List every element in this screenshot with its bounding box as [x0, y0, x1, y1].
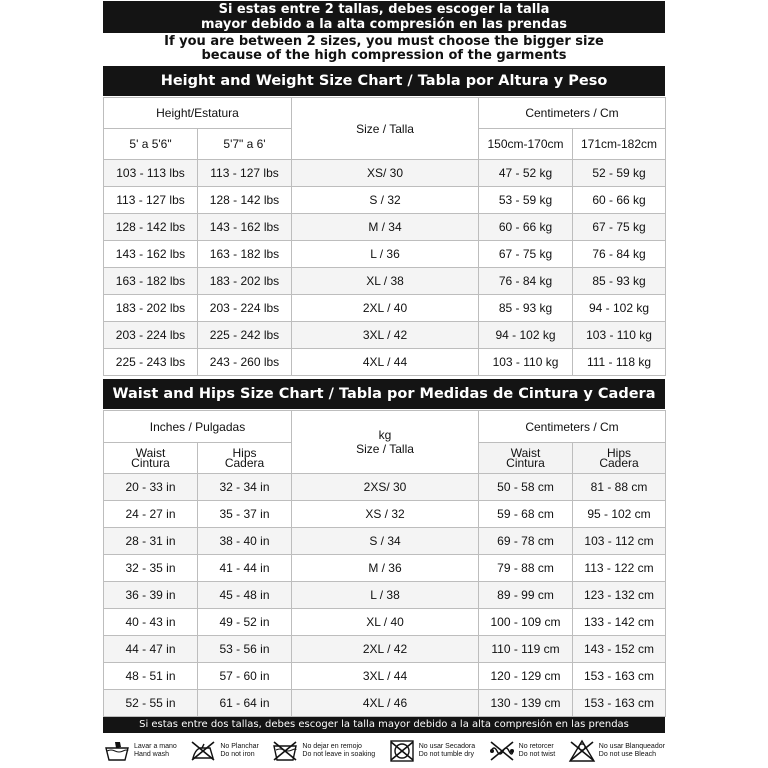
table-cell-w2: 183 - 202 lbs [198, 268, 292, 295]
table-cell-kg2: 76 - 84 kg [573, 241, 666, 268]
table-cell-w1: 128 - 142 lbs [104, 214, 198, 241]
table-cell-size: S / 34 [292, 528, 479, 555]
table-cell-w2: 163 - 182 lbs [198, 241, 292, 268]
kg-size-header [292, 411, 479, 474]
table-cell-w1: 225 - 243 lbs [104, 349, 198, 376]
care-label-en: Do not tumble dry [418, 751, 474, 758]
care-label-en: Hand wash [134, 751, 170, 758]
care-text [519, 743, 556, 759]
care-item [488, 739, 556, 763]
kg-label: kg [378, 428, 392, 442]
table-row [104, 528, 666, 555]
table-cell-kg1: 67 - 75 kg [479, 241, 573, 268]
hips-en-label-cm: Hips [607, 446, 632, 460]
table-cell-size: 3XL / 42 [292, 322, 479, 349]
care-item [388, 739, 475, 763]
table-cell-size: 4XL / 44 [292, 349, 479, 376]
hips-es-label-cm: Cadera [599, 456, 639, 470]
table-cell-waist-cm: 69 - 78 cm [479, 528, 573, 555]
table-cell-size: L / 36 [292, 241, 479, 268]
care-label-en: Do not use Bleach [598, 751, 656, 758]
care-text [134, 743, 177, 759]
waist-es-label: Cintura [131, 456, 170, 470]
table-cell-hips-cm: 143 - 152 cm [573, 636, 666, 663]
table-cell-hips-in: 49 - 52 in [198, 609, 292, 636]
care-label-en: Do not twist [518, 751, 556, 758]
bottom-notice: Si estas entre dos tallas, debes escoger la talla mayor debido a la alta compresión en las prendas [103, 717, 665, 733]
table-row [104, 349, 666, 376]
table-row [104, 609, 666, 636]
care-label-es: No retorcer [518, 743, 554, 750]
care-instructions [103, 736, 665, 766]
care-item [568, 739, 665, 763]
waist-hips-chart-title: Waist and Hips Size Chart / Tabla por Medidas de Cintura y Cadera [103, 379, 665, 409]
table-cell-hips-cm: 133 - 142 cm [573, 609, 666, 636]
table-cell-waist-cm: 50 - 58 cm [479, 474, 573, 501]
waist-en-label: Waist [135, 446, 166, 460]
table-cell-w2: 113 - 127 lbs [198, 160, 292, 187]
care-text [419, 743, 475, 759]
table-cell-size: 3XL / 44 [292, 663, 479, 690]
care-label-es: Lavar a mano [134, 743, 177, 750]
table-cell-size: M / 34 [292, 214, 479, 241]
table-cell-hips-in: 61 - 64 in [198, 690, 292, 717]
table-cell-hips-cm: 153 - 163 cm [573, 690, 666, 717]
table-cell-waist-cm: 89 - 99 cm [479, 582, 573, 609]
table-cell-kg1: 76 - 84 kg [479, 268, 573, 295]
table-cell-waist-cm: 130 - 139 cm [479, 690, 573, 717]
table-cell-w2: 143 - 162 lbs [198, 214, 292, 241]
care-label-es: No dejar en remojo [302, 743, 362, 750]
table-cell-waist-in: 44 - 47 in [104, 636, 198, 663]
table-cell-hips-in: 45 - 48 in [198, 582, 292, 609]
table-cell-size: XL / 38 [292, 268, 479, 295]
table-cell-kg1: 94 - 102 kg [479, 322, 573, 349]
table-cell-waist-cm: 79 - 88 cm [479, 555, 573, 582]
table-cell-hips-in: 35 - 37 in [198, 501, 292, 528]
table-row [104, 241, 666, 268]
table-row [104, 214, 666, 241]
table-cell-size: S / 32 [292, 187, 479, 214]
table-cell-waist-in: 36 - 39 in [104, 582, 198, 609]
cm-range-header-2: 171cm-182cm [573, 129, 666, 160]
table-cell-size: 2XL / 40 [292, 295, 479, 322]
waist-hips-table [103, 410, 666, 717]
care-label-es: No usar Secadora [418, 743, 476, 750]
table-cell-waist-cm: 59 - 68 cm [479, 501, 573, 528]
centimeters-group-header-2: Centimeters / Cm [479, 411, 666, 443]
table-cell-kg2: 52 - 59 kg [573, 160, 666, 187]
care-item [271, 739, 375, 763]
waist-in-header [104, 443, 198, 474]
table-cell-hips-in: 53 - 56 in [198, 636, 292, 663]
hips-en-label: Hips [232, 446, 257, 460]
table-cell-size: 2XS/ 30 [292, 474, 479, 501]
table-cell-waist-in: 20 - 33 in [104, 474, 198, 501]
waist-en-label-cm: Waist [510, 446, 541, 460]
table-cell-waist-in: 40 - 43 in [104, 609, 198, 636]
no-soak-icon [271, 739, 299, 763]
table-cell-w1: 103 - 113 lbs [104, 160, 198, 187]
size-header: Size / Talla [292, 98, 479, 160]
banner-en-line-1: If you are between 2 sizes, you must choose the bigger size [164, 34, 604, 49]
care-text [599, 743, 665, 759]
table-cell-kg2: 85 - 93 kg [573, 268, 666, 295]
table-row [104, 501, 666, 528]
table-row [104, 268, 666, 295]
hips-es-label: Cadera [224, 456, 265, 470]
table-cell-kg1: 85 - 93 kg [479, 295, 573, 322]
table-cell-kg2: 94 - 102 kg [573, 295, 666, 322]
care-label-es: No Planchar [220, 743, 259, 750]
table-cell-kg2: 103 - 110 kg [573, 322, 666, 349]
waist-cm-header [479, 443, 573, 474]
care-text [220, 743, 259, 759]
table-row [104, 663, 666, 690]
banner-en-line-2: because of the high compression of the garments [201, 48, 567, 63]
table-row [104, 636, 666, 663]
table-cell-kg1: 53 - 59 kg [479, 187, 573, 214]
table-cell-waist-cm: 110 - 119 cm [479, 636, 573, 663]
table-cell-kg2: 67 - 75 kg [573, 214, 666, 241]
care-item [189, 739, 259, 763]
table-cell-waist-in: 24 - 27 in [104, 501, 198, 528]
top-banner [103, 1, 665, 33]
care-label-en: Do not iron [220, 751, 255, 758]
table-cell-hips-in: 38 - 40 in [198, 528, 292, 555]
table-row [104, 474, 666, 501]
table-cell-w1: 163 - 182 lbs [104, 268, 198, 295]
no-bleach-icon [568, 739, 596, 763]
cm-range-header-1: 150cm-170cm [479, 129, 573, 160]
table-cell-w2: 243 - 260 lbs [198, 349, 292, 376]
table-cell-hips-cm: 103 - 112 cm [573, 528, 666, 555]
table-row [104, 690, 666, 717]
table-cell-w1: 183 - 202 lbs [104, 295, 198, 322]
table-cell-w1: 143 - 162 lbs [104, 241, 198, 268]
table-row [104, 295, 666, 322]
height-range-header-1: 5' a 5'6" [104, 129, 198, 160]
no-tumble-dry-icon [388, 739, 416, 763]
english-notice [103, 35, 665, 63]
height-weight-table [103, 97, 666, 376]
table-cell-hips-cm: 81 - 88 cm [573, 474, 666, 501]
care-item [103, 739, 177, 763]
care-label-en: Do not leave in soaking [302, 751, 376, 758]
height-weight-chart-title: Height and Weight Size Chart / Tabla por Altura y Peso [103, 66, 665, 96]
banner-es-line-2: mayor debido a la alta compresión en las prendas [200, 17, 568, 32]
hips-cm-header [573, 443, 666, 474]
height-range-header-2: 5'7" a 6' [198, 129, 292, 160]
table-row [104, 322, 666, 349]
table-cell-waist-in: 28 - 31 in [104, 528, 198, 555]
table-cell-size: XL / 40 [292, 609, 479, 636]
care-text [302, 743, 375, 759]
table-cell-size: XS/ 30 [292, 160, 479, 187]
table-row [104, 555, 666, 582]
table-cell-waist-cm: 120 - 129 cm [479, 663, 573, 690]
table-row [104, 582, 666, 609]
table-cell-w1: 203 - 224 lbs [104, 322, 198, 349]
table-cell-kg1: 103 - 110 kg [479, 349, 573, 376]
table-cell-hips-cm: 123 - 132 cm [573, 582, 666, 609]
table-cell-w1: 113 - 127 lbs [104, 187, 198, 214]
no-iron-icon [189, 739, 217, 763]
size-label: Size / Talla [356, 442, 414, 456]
table-cell-hips-cm: 113 - 122 cm [573, 555, 666, 582]
table-cell-size: XS / 32 [292, 501, 479, 528]
table-cell-w2: 203 - 224 lbs [198, 295, 292, 322]
height-group-header: Height/Estatura [104, 98, 292, 129]
waist-es-label-cm: Cintura [506, 456, 545, 470]
centimeters-group-header: Centimeters / Cm [479, 98, 666, 129]
table-cell-waist-in: 52 - 55 in [104, 690, 198, 717]
table-cell-hips-in: 41 - 44 in [198, 555, 292, 582]
table-cell-waist-in: 48 - 51 in [104, 663, 198, 690]
table-cell-w2: 128 - 142 lbs [198, 187, 292, 214]
table-cell-hips-in: 32 - 34 in [198, 474, 292, 501]
table-cell-kg1: 47 - 52 kg [479, 160, 573, 187]
table-cell-hips-cm: 95 - 102 cm [573, 501, 666, 528]
table-cell-w2: 225 - 242 lbs [198, 322, 292, 349]
table-cell-kg2: 60 - 66 kg [573, 187, 666, 214]
table-cell-hips-cm: 153 - 163 cm [573, 663, 666, 690]
table-cell-kg1: 60 - 66 kg [479, 214, 573, 241]
hand-wash-icon [103, 739, 131, 763]
inches-group-header: Inches / Pulgadas [104, 411, 292, 443]
table-cell-kg2: 111 - 118 kg [573, 349, 666, 376]
table-cell-hips-in: 57 - 60 in [198, 663, 292, 690]
banner-es-line-1: Si estas entre 2 tallas, debes escoger la talla [218, 2, 550, 17]
table-cell-size: M / 36 [292, 555, 479, 582]
table-row [104, 187, 666, 214]
table-cell-size: 4XL / 46 [292, 690, 479, 717]
table-cell-size: 2XL / 42 [292, 636, 479, 663]
table-cell-waist-cm: 100 - 109 cm [479, 609, 573, 636]
no-twist-icon [488, 739, 516, 763]
care-label-es: No usar Blanqueador [598, 743, 665, 750]
table-cell-size: L / 38 [292, 582, 479, 609]
table-cell-waist-in: 32 - 35 in [104, 555, 198, 582]
table-row [104, 160, 666, 187]
hips-in-header [198, 443, 292, 474]
